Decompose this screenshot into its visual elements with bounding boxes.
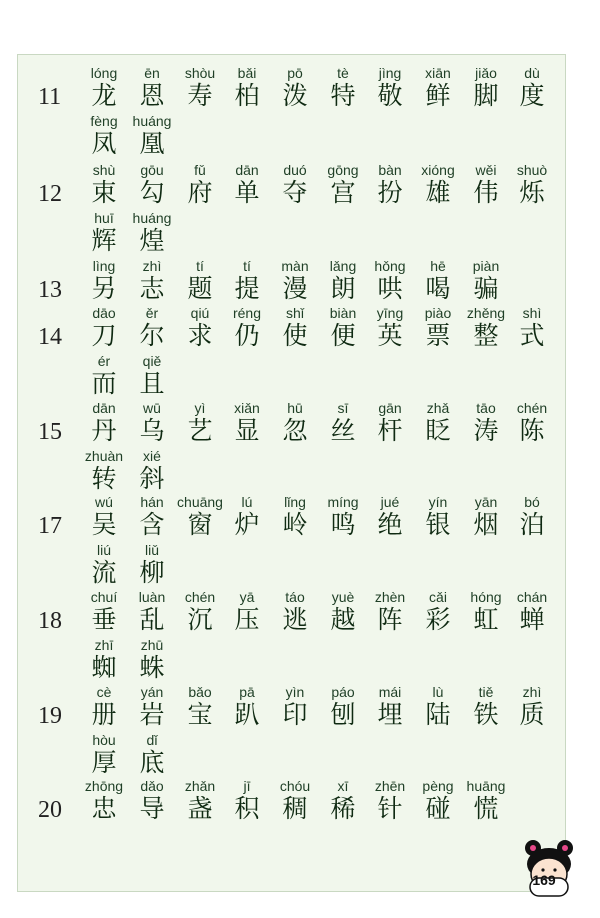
- hanzi: 含: [139, 510, 165, 539]
- hanzi: 陈: [519, 416, 545, 445]
- hanzi: 针: [377, 794, 403, 823]
- pinyin: cǎi: [429, 589, 447, 605]
- pinyin: lóng: [90, 65, 118, 81]
- lesson-number: 20: [38, 797, 62, 823]
- pinyin: chóu: [279, 778, 311, 794]
- pinyin: zhēn: [374, 778, 406, 794]
- hanzi: 印: [282, 700, 308, 729]
- pinyin: huáng: [132, 210, 172, 226]
- hanzi: 尔: [139, 321, 165, 350]
- hanzi: 漫: [282, 274, 308, 303]
- pinyin: tāo: [476, 400, 496, 416]
- hanzi: 趴: [234, 700, 260, 729]
- hanzi: 夺: [282, 178, 308, 207]
- hanzi: 另: [91, 274, 117, 303]
- hanzi: 而: [91, 369, 117, 398]
- pinyin: qiú: [190, 305, 210, 321]
- hanzi: 英: [377, 321, 403, 350]
- lesson-number: 11: [38, 84, 62, 110]
- hanzi: 绝: [377, 510, 403, 539]
- hanzi: 烟: [473, 510, 499, 539]
- pinyin: yì: [194, 400, 206, 416]
- hanzi: 吴: [91, 510, 117, 539]
- pinyin: duó: [283, 162, 307, 178]
- pinyin: jiǎo: [475, 65, 497, 81]
- pinyin: lú: [241, 494, 253, 510]
- pinyin: zhěng: [466, 305, 506, 321]
- hanzi: 垂: [91, 605, 117, 634]
- pinyin: tè: [337, 65, 349, 81]
- pinyin: chén: [184, 589, 216, 605]
- pinyin: xī: [337, 778, 349, 794]
- hanzi: 显: [234, 416, 260, 445]
- pinyin: shuò: [516, 162, 548, 178]
- pinyin: yìn: [285, 684, 305, 700]
- pinyin: zhū: [140, 637, 164, 653]
- pinyin: biàn: [329, 305, 357, 321]
- hanzi: 勾: [139, 178, 165, 207]
- pinyin: zhǎ: [426, 400, 450, 416]
- hanzi: 使: [282, 321, 308, 350]
- character-entry: [122, 542, 182, 588]
- pinyin: lìng: [92, 258, 116, 274]
- hanzi: 喝: [425, 274, 451, 303]
- hanzi: 积: [234, 794, 260, 823]
- hanzi: 泼: [282, 81, 308, 110]
- pinyin: xié: [143, 448, 161, 464]
- pinyin: tí: [243, 258, 251, 274]
- hanzi: 哄: [377, 274, 403, 303]
- hanzi: 压: [234, 605, 260, 634]
- hanzi: 陆: [425, 700, 451, 729]
- pinyin: zhèn: [374, 589, 406, 605]
- pinyin: fǔ: [194, 162, 206, 178]
- hanzi: 银: [425, 510, 451, 539]
- cartoon-girl-icon: [519, 838, 579, 898]
- character-entry: [502, 684, 562, 730]
- character-entry: [122, 210, 182, 256]
- hanzi: 岩: [139, 700, 165, 729]
- hanzi: 蝉: [519, 605, 545, 634]
- hanzi: 柳: [139, 558, 165, 587]
- hanzi: 丝: [330, 416, 356, 445]
- hanzi: 丹: [91, 416, 117, 445]
- pinyin: yīng: [376, 305, 404, 321]
- pinyin: shòu: [184, 65, 216, 81]
- pinyin: yuè: [331, 589, 355, 605]
- pinyin: gōu: [140, 162, 164, 178]
- hanzi: 阵: [377, 605, 403, 634]
- pinyin: mái: [378, 684, 402, 700]
- pinyin: hǒng: [374, 258, 406, 274]
- pinyin: piàn: [472, 258, 500, 274]
- hanzi: 乱: [139, 605, 165, 634]
- hanzi: 仍: [234, 321, 260, 350]
- hanzi: 扮: [377, 178, 403, 207]
- hanzi: 蛛: [139, 653, 165, 682]
- hanzi: 刨: [330, 700, 356, 729]
- character-entry: [502, 65, 562, 111]
- pinyin: páo: [331, 684, 355, 700]
- pinyin: gōng: [327, 162, 359, 178]
- hanzi: 煌: [139, 226, 165, 255]
- hanzi: 单: [234, 178, 260, 207]
- hanzi: 厚: [91, 748, 117, 777]
- hanzi: 朗: [330, 274, 356, 303]
- pinyin: bàn: [378, 162, 402, 178]
- pinyin: gān: [378, 400, 402, 416]
- hanzi: 稀: [330, 794, 356, 823]
- character-entry: [122, 448, 182, 494]
- hanzi: 刀: [91, 321, 117, 350]
- hanzi: 转: [91, 464, 117, 493]
- character-entry: [122, 353, 182, 399]
- hanzi: 虹: [473, 605, 499, 634]
- hanzi: 题: [187, 274, 213, 303]
- pinyin: xiān: [425, 65, 451, 81]
- pinyin: bó: [524, 494, 540, 510]
- hanzi: 岭: [282, 510, 308, 539]
- hanzi: 蜘: [91, 653, 117, 682]
- hanzi: 慌: [473, 794, 499, 823]
- pinyin: huī: [94, 210, 114, 226]
- lesson-number: 12: [38, 181, 62, 207]
- hanzi: 碰: [425, 794, 451, 823]
- pinyin: tí: [196, 258, 204, 274]
- lesson-number: 13: [38, 277, 62, 303]
- pinyin: zhōng: [84, 778, 124, 794]
- hanzi: 求: [187, 321, 213, 350]
- hanzi: 宝: [187, 700, 213, 729]
- pinyin: zhuàn: [84, 448, 124, 464]
- hanzi: 忽: [282, 416, 308, 445]
- hanzi: 伟: [473, 178, 499, 207]
- pinyin: dān: [92, 400, 116, 416]
- pinyin: màn: [281, 258, 309, 274]
- pinyin: fèng: [90, 113, 118, 129]
- hanzi: 凰: [139, 129, 165, 158]
- pinyin: réng: [232, 305, 262, 321]
- hanzi: 导: [139, 794, 165, 823]
- pinyin: shì: [522, 305, 542, 321]
- pinyin: dǐ: [146, 732, 158, 748]
- pinyin: wěi: [475, 162, 497, 178]
- pinyin: wú: [95, 494, 113, 510]
- pinyin: chuí: [90, 589, 118, 605]
- character-entry: [122, 637, 182, 683]
- pinyin: yān: [474, 494, 498, 510]
- hanzi: 忠: [91, 794, 117, 823]
- pinyin: zhì: [142, 258, 162, 274]
- hanzi: 骗: [473, 274, 499, 303]
- pinyin: dǎo: [140, 778, 164, 794]
- pinyin: xióng: [421, 162, 455, 178]
- hanzi: 杆: [377, 416, 403, 445]
- character-entry: [502, 494, 562, 540]
- pinyin: yā: [239, 589, 255, 605]
- character-entry: [502, 400, 562, 446]
- pinyin: hē: [430, 258, 446, 274]
- lesson-number: 14: [38, 324, 62, 350]
- pinyin: pèng: [422, 778, 454, 794]
- hanzi: 窗: [187, 510, 213, 539]
- pinyin: dù: [524, 65, 540, 81]
- hanzi: 炉: [234, 510, 260, 539]
- pinyin: shù: [92, 162, 116, 178]
- pinyin: luàn: [138, 589, 166, 605]
- hanzi: 鲜: [425, 81, 451, 110]
- hanzi: 沉: [187, 605, 213, 634]
- hanzi: 凤: [91, 129, 117, 158]
- hanzi: 束: [91, 178, 117, 207]
- hanzi: 度: [519, 81, 545, 110]
- hanzi: 艺: [187, 416, 213, 445]
- hanzi: 逃: [282, 605, 308, 634]
- hanzi: 盏: [187, 794, 213, 823]
- pinyin: chén: [516, 400, 548, 416]
- pinyin: zhī: [94, 637, 114, 653]
- lesson-number: 18: [38, 608, 62, 634]
- pinyin: pō: [287, 65, 303, 81]
- pinyin: lǐng: [284, 494, 306, 510]
- pinyin: ěr: [145, 305, 159, 321]
- hanzi: 府: [187, 178, 213, 207]
- hanzi: 且: [139, 369, 165, 398]
- pinyin: míng: [327, 494, 359, 510]
- pinyin: dāo: [92, 305, 116, 321]
- pinyin: liú: [96, 542, 111, 558]
- pinyin: pā: [239, 684, 255, 700]
- pinyin: sī: [337, 400, 349, 416]
- pinyin: jìng: [378, 65, 402, 81]
- hanzi: 柏: [234, 81, 260, 110]
- pinyin: huáng: [132, 113, 172, 129]
- hanzi: 龙: [91, 81, 117, 110]
- pinyin: zhǎn: [184, 778, 216, 794]
- hanzi: 斜: [139, 464, 165, 493]
- character-entry: [502, 589, 562, 635]
- character-entry: [122, 732, 182, 778]
- character-entry: [456, 778, 516, 824]
- pinyin: huāng: [466, 778, 506, 794]
- pinyin: ēn: [144, 65, 160, 81]
- pinyin: hán: [140, 494, 164, 510]
- hanzi: 整: [473, 321, 499, 350]
- lesson-number: 17: [38, 513, 62, 539]
- pinyin: ér: [97, 353, 111, 369]
- pinyin: tiě: [478, 684, 494, 700]
- character-entry: [456, 258, 516, 304]
- hanzi: 眨: [425, 416, 451, 445]
- pinyin: liǔ: [144, 542, 159, 558]
- hanzi: 埋: [377, 700, 403, 729]
- hanzi: 提: [234, 274, 260, 303]
- pinyin: chuāng: [177, 494, 223, 510]
- hanzi: 恩: [139, 81, 165, 110]
- pinyin: táo: [285, 589, 305, 605]
- pinyin: lǎng: [329, 258, 357, 274]
- lesson-number: 15: [38, 419, 62, 445]
- pinyin: bǎo: [188, 684, 212, 700]
- hanzi: 辉: [91, 226, 117, 255]
- hanzi: 质: [519, 700, 545, 729]
- pinyin: qiě: [142, 353, 162, 369]
- lesson-number: 19: [38, 703, 62, 729]
- character-entry: [502, 305, 562, 351]
- pinyin: shǐ: [286, 305, 304, 321]
- hanzi: 票: [425, 321, 451, 350]
- pinyin: cè: [96, 684, 112, 700]
- hanzi: 宫: [330, 178, 356, 207]
- pinyin: bǎi: [237, 65, 257, 81]
- hanzi: 志: [139, 274, 165, 303]
- hanzi: 烁: [519, 178, 545, 207]
- pinyin: wū: [143, 400, 161, 416]
- pinyin: xiǎn: [234, 400, 260, 416]
- hanzi: 雄: [425, 178, 451, 207]
- hanzi: 鸣: [330, 510, 356, 539]
- hanzi: 敬: [377, 81, 403, 110]
- hanzi: 乌: [139, 416, 165, 445]
- page-number: 169: [532, 872, 556, 888]
- pinyin: hòu: [92, 732, 116, 748]
- character-entry: [502, 162, 562, 208]
- hanzi: 越: [330, 605, 356, 634]
- hanzi: 泊: [519, 510, 545, 539]
- pinyin: chán: [516, 589, 548, 605]
- hanzi: 彩: [425, 605, 451, 634]
- character-entry: [122, 113, 182, 159]
- pinyin: hóng: [470, 589, 502, 605]
- pinyin: dān: [235, 162, 259, 178]
- hanzi: 稠: [282, 794, 308, 823]
- hanzi: 册: [91, 700, 117, 729]
- pinyin: zhì: [522, 684, 542, 700]
- pinyin: lù: [432, 684, 444, 700]
- pinyin: yín: [428, 494, 448, 510]
- hanzi: 涛: [473, 416, 499, 445]
- hanzi: 底: [139, 748, 165, 777]
- hanzi: 流: [91, 558, 117, 587]
- hanzi: 便: [330, 321, 356, 350]
- pinyin: piào: [424, 305, 452, 321]
- hanzi: 特: [330, 81, 356, 110]
- hanzi: 寿: [187, 81, 213, 110]
- hanzi: 式: [519, 321, 545, 350]
- pinyin: hū: [287, 400, 303, 416]
- hanzi: 铁: [473, 700, 499, 729]
- pinyin: jué: [380, 494, 400, 510]
- pinyin: jī: [243, 778, 251, 794]
- hanzi: 脚: [473, 81, 499, 110]
- pinyin: yán: [140, 684, 164, 700]
